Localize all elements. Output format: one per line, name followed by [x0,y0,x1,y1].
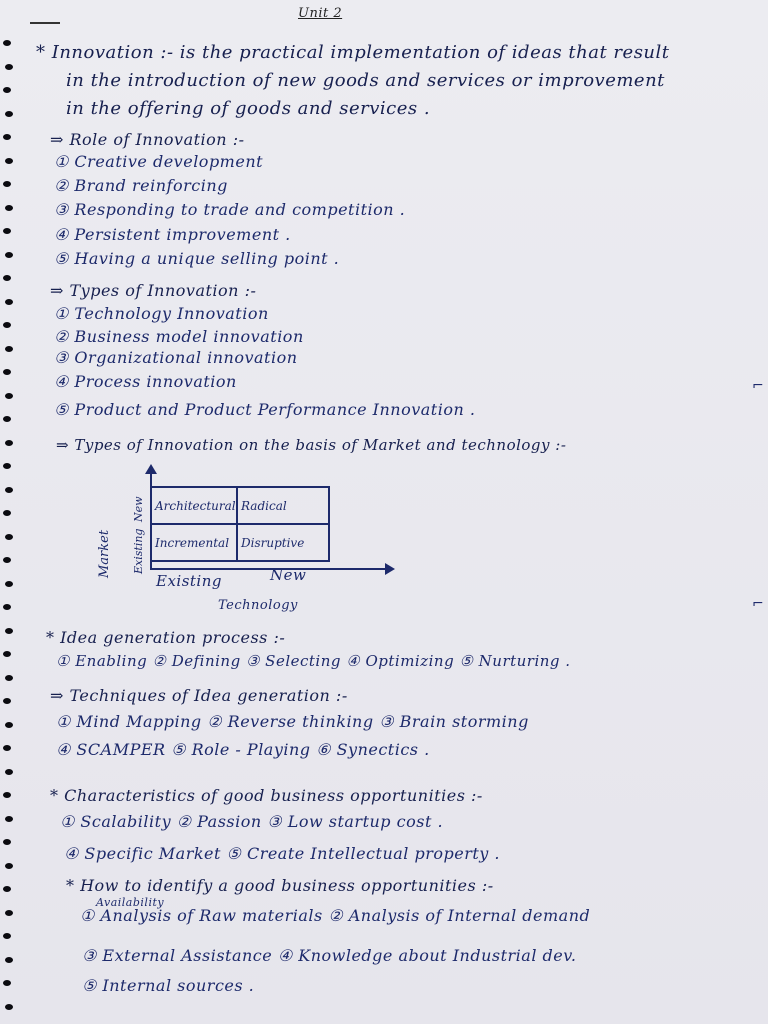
binding-hole [5,487,13,493]
binding-hole [3,322,11,328]
binding-hole [5,534,13,540]
matrix-y-label: Market [97,529,112,578]
spiral-holes [0,0,26,1024]
identify-heading: * How to identify a good business opportunities :- [66,876,494,895]
types-item: ① Technology Innovation [54,304,269,323]
binding-hole [3,369,11,375]
characteristics-line: ① Scalability ② Passion ③ Low startup cost . [60,812,444,831]
binding-hole [3,933,11,939]
role-item: ① Creative development [54,152,264,171]
binding-hole [3,40,11,46]
binding-hole [3,463,11,469]
idea-process-heading: * Idea generation process :- [46,628,286,647]
binding-hole [5,252,13,258]
techniques-line: ① Mind Mapping ② Reverse thinking ③ Brain storming [56,712,529,731]
binding-hole [5,910,13,916]
role-item: ⑤ Having a unique selling point . [54,249,340,268]
innovation-definition-line-3: in the offering of goods and services . [66,98,431,119]
binding-hole [5,393,13,399]
binding-hole [3,745,11,751]
binding-hole [3,134,11,140]
binding-hole [5,816,13,822]
types-heading: ⇒ Types of Innovation :- [50,281,257,300]
binding-hole [5,158,13,164]
binding-hole [3,886,11,892]
matrix-cell-radical: Radical [237,487,329,524]
types-item: ③ Organizational innovation [54,348,298,367]
binding-hole [5,1004,13,1010]
matrix-cell-disruptive: Disruptive [237,524,329,561]
binding-hole [5,581,13,587]
matrix-x-new: New [270,566,307,584]
matrix-y-arrow [145,464,157,474]
binding-hole [3,792,11,798]
binding-hole [5,205,13,211]
identify-insert-note: Availability [96,896,165,909]
role-item: ② Brand reinforcing [54,176,228,195]
binding-hole [5,440,13,446]
margin-mark: ⌐ [752,378,764,394]
binding-hole [5,957,13,963]
matrix-x-existing: Existing [156,572,222,590]
identify-line: ③ External Assistance ④ Knowledge about Industrial dev. [82,946,577,965]
binding-hole [3,604,11,610]
idea-process-items: ① Enabling ② Defining ③ Selecting ④ Optimizing ⑤ Nurturing . [56,652,571,670]
innovation-matrix [150,486,330,562]
identify-line: ① Analysis of Raw materials ② Analysis of Internal demand [80,906,591,925]
margin-mark: ⌐ [752,596,764,612]
binding-hole [5,111,13,117]
role-heading: ⇒ Role of Innovation :- [50,130,245,149]
matrix-x-arrow [385,563,395,575]
margin-mark [30,22,60,24]
binding-hole [3,698,11,704]
market-tech-heading: ⇒ Types of Innovation on the basis of Market and technology :- [56,436,567,454]
matrix-x-axis [150,568,385,570]
binding-hole [3,181,11,187]
innovation-definition-line-1: * Innovation :- is the practical implementation of ideas that result [36,42,670,63]
binding-hole [3,839,11,845]
matrix-y-existing: Existing [132,528,145,574]
matrix-x-label: Technology [218,598,298,613]
binding-hole [3,980,11,986]
binding-hole [3,275,11,281]
binding-hole [5,299,13,305]
binding-hole [5,769,13,775]
binding-hole [5,628,13,634]
types-item: ② Business model innovation [54,327,304,346]
binding-hole [3,557,11,563]
techniques-line: ④ SCAMPER ⑤ Role - Playing ⑥ Synectics . [56,740,430,759]
types-item: ④ Process innovation [54,372,237,391]
types-item: ⑤ Product and Product Performance Innovation . [54,400,476,419]
characteristics-heading: * Characteristics of good business opportunities :- [50,786,483,805]
techniques-heading: ⇒ Techniques of Idea generation :- [50,686,348,705]
binding-hole [3,651,11,657]
identify-line: ⑤ Internal sources . [82,976,255,995]
matrix-y-new: New [132,496,145,522]
page-title: Unit 2 [298,6,343,21]
binding-hole [3,510,11,516]
binding-hole [3,228,11,234]
innovation-definition-line-2: in the introduction of new goods and services or improvement [66,70,665,91]
binding-hole [5,64,13,70]
binding-hole [3,416,11,422]
characteristics-line: ④ Specific Market ⑤ Create Intellectual property . [64,844,501,863]
binding-hole [5,675,13,681]
binding-hole [5,863,13,869]
binding-hole [5,722,13,728]
matrix-cell-architectural: Architectural [151,487,237,524]
binding-hole [5,346,13,352]
binding-hole [3,87,11,93]
role-item: ③ Responding to trade and competition . [54,200,406,219]
role-item: ④ Persistent improvement . [54,225,291,244]
matrix-cell-incremental: Incremental [151,524,237,561]
